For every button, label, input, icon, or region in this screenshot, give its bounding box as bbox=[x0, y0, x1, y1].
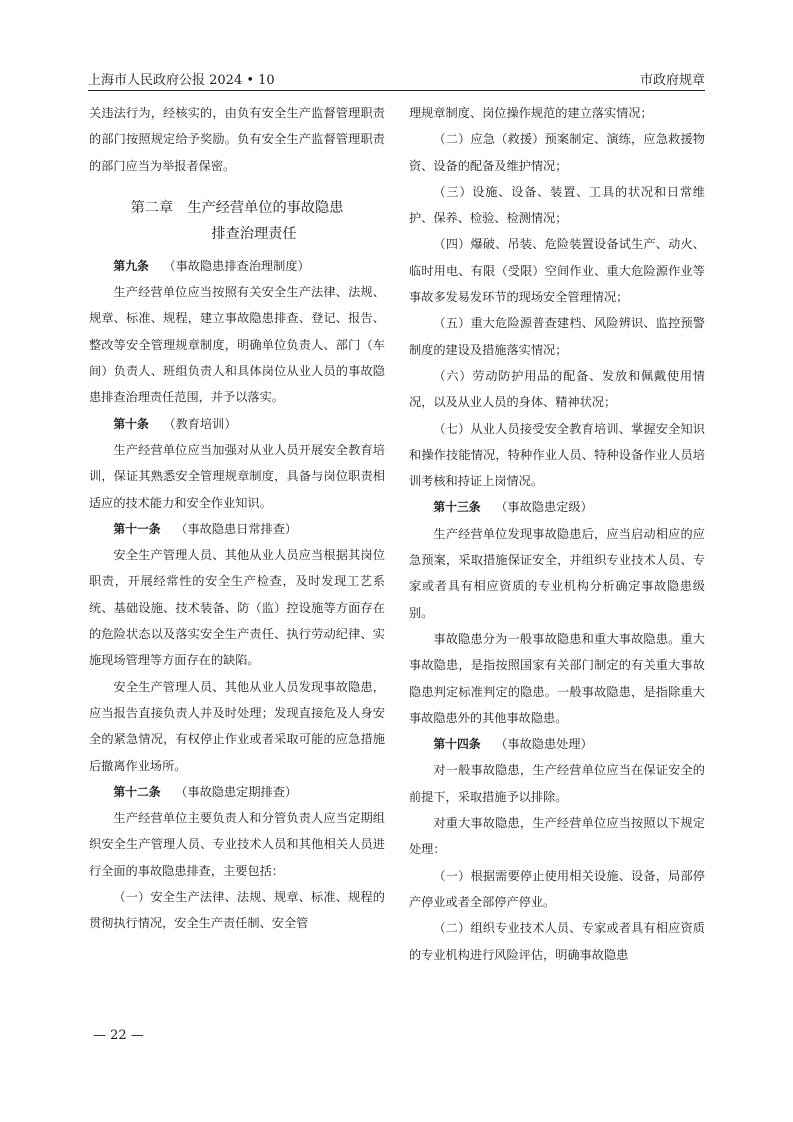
article-12-label: 第十二条 bbox=[113, 784, 161, 799]
article-12-paragraph-1: 生产经营单位主要负责人和分管负责人应当定期组织安全生产管理人员、专业技术人员和其他相关人员进行全面的事故隐患排查，主要包括： bbox=[89, 811, 385, 878]
article-12-heading bbox=[89, 779, 385, 805]
article-11-heading bbox=[89, 516, 385, 542]
article-11-paragraph-2: 安全生产管理人员、其他从业人员发现事故隐患，应当报告直接负责人并及时处理；发现直接危及人身安全的紧急情况，有权停止作业或者采取可能的应急措施后撤离作业场所。 bbox=[89, 679, 385, 773]
chapter-heading-line1: 第二章 生产经营单位的事故隐患 bbox=[130, 199, 344, 216]
article-10-heading bbox=[89, 411, 385, 437]
article-14-heading bbox=[409, 731, 705, 757]
article-12-item-1: （一）安全生产法律、法规、规章、标准、规程的贯彻执行情况，安全生产责任制、安全管 bbox=[89, 890, 385, 931]
article-11-label: 第十一条 bbox=[113, 521, 161, 536]
article-9-title: （事故隐患排查治理制度） bbox=[163, 258, 310, 273]
intro-paragraph: 关违法行为，经核实的，由负有安全生产监督管理职责的部门按照规定给予奖励。负有安全生产监督管理职责的部门应当为举报者保密。 bbox=[89, 106, 385, 173]
article-14-item-2: （二）组织专业技术人员、专家或者具有相应资质的专业机构进行风险评估，明确事故隐患 bbox=[409, 921, 705, 962]
article-12-item-5: （五）重大危险源普查建档、风险辨识、监控预警制度的建设及措施落实情况； bbox=[409, 316, 705, 357]
continued-paragraph: 理规章制度、岗位操作规范的建立落实情况； bbox=[409, 106, 653, 120]
page-header bbox=[88, 66, 705, 91]
chapter-heading bbox=[89, 195, 385, 247]
article-13-heading bbox=[409, 494, 705, 520]
article-10-title: （教育培训） bbox=[163, 416, 237, 431]
article-12-item-3: （三）设施、设备、装置、工具的状况和日常维护、保养、检验、检测情况； bbox=[409, 184, 705, 226]
article-12-item-7: （七）从业人员接受安全教育培训、掌握安全知识和操作技能情况，特种作业人员、特种设备作业人员培训考核和持证上岗情况。 bbox=[409, 421, 705, 489]
section-title: 市政府规章 bbox=[639, 73, 705, 88]
article-13-label: 第十三条 bbox=[433, 500, 481, 515]
left-column bbox=[89, 100, 385, 937]
article-13-paragraph-2: 事故隐患分为一般事故隐患和重大事故隐患。重大事故隐患，是指按照国家有关部门制定的有关重大事故隐患判定标准判定的隐患。一般事故隐患，是指除重大事故隐患外的其他事故隐患。 bbox=[409, 631, 705, 725]
right-column bbox=[409, 100, 705, 968]
article-14-title: （事故隐患处理） bbox=[495, 737, 593, 752]
article-9-heading bbox=[89, 253, 385, 279]
article-12-item-2: （二）应急（救援）预案制定、演练，应急救援物资、设备的配备及维护情况； bbox=[409, 132, 705, 173]
article-13-title: （事故隐患定级） bbox=[495, 500, 593, 515]
journal-title: 上海市人民政府公报 2024 • 10 bbox=[88, 73, 275, 88]
article-12-title: （事故隐患定期排查） bbox=[175, 784, 298, 799]
article-9-paragraph-1: 生产经营单位应当按照有关安全生产法律、法规、规章、标准、规程，建立事故隐患排查、登记、报告、整改等安全管理规章制度，明确单位负责人、部门（车间）负责人、班组负责人和具体岗位从业人员的事故隐患排查治理责任范围，并予以落实。 bbox=[89, 285, 385, 405]
article-14-paragraph-1: 对一般事故隐患，生产经营单位应当在保证安全的前提下，采取措施予以排除。 bbox=[409, 763, 705, 804]
article-9-label: 第九条 bbox=[113, 258, 149, 273]
article-14-paragraph-2: 对重大事故隐患，生产经营单位应当按照以下规定处理： bbox=[409, 816, 705, 857]
article-10-label: 第十条 bbox=[113, 416, 149, 431]
chapter-heading-line2: 排查治理责任 bbox=[211, 225, 297, 242]
article-10-paragraph-1: 生产经营单位应当加强对从业人员开展安全教育培训，保证其熟悉安全管理规章制度，具备与岗位职责相适应的技术能力和安全作业知识。 bbox=[89, 442, 385, 510]
article-12-item-4: （四）爆破、吊装、危险装置设备试生产、动火、临时用电、有限（受限）空间作业、重大危险源作业等事故多发易发环节的现场安全管理情况； bbox=[409, 237, 705, 305]
article-12-item-6: （六）劳动防护用品的配备、发放和佩戴使用情况，以及从业人员的身体、精神状况； bbox=[409, 368, 705, 410]
article-14-label: 第十四条 bbox=[433, 737, 481, 752]
article-11-paragraph-1: 安全生产管理人员、其他从业人员应当根据其岗位职责，开展经常性的安全生产检查，及时发现工艺系统、基础设施、技术装备、防（监）控设施等方面存在的危险状态以及落实安全生产责任、执行劳动纪律、实施现场管理等方面存在的缺陷。 bbox=[89, 548, 385, 668]
article-13-paragraph-1: 生产经营单位发现事故隐患后，应当启动相应的应急预案，采取措施保证安全，并组织专业技术人员、专家或者具有相应资质的专业机构分析确定事故隐患级别。 bbox=[409, 526, 705, 620]
article-14-item-1: （一）根据需要停止使用相关设施、设备，局部停产停业或者全部停产停业。 bbox=[409, 868, 705, 909]
page-number: — 22 — bbox=[93, 1028, 144, 1043]
article-11-title: （事故隐患日常排查） bbox=[175, 521, 298, 536]
